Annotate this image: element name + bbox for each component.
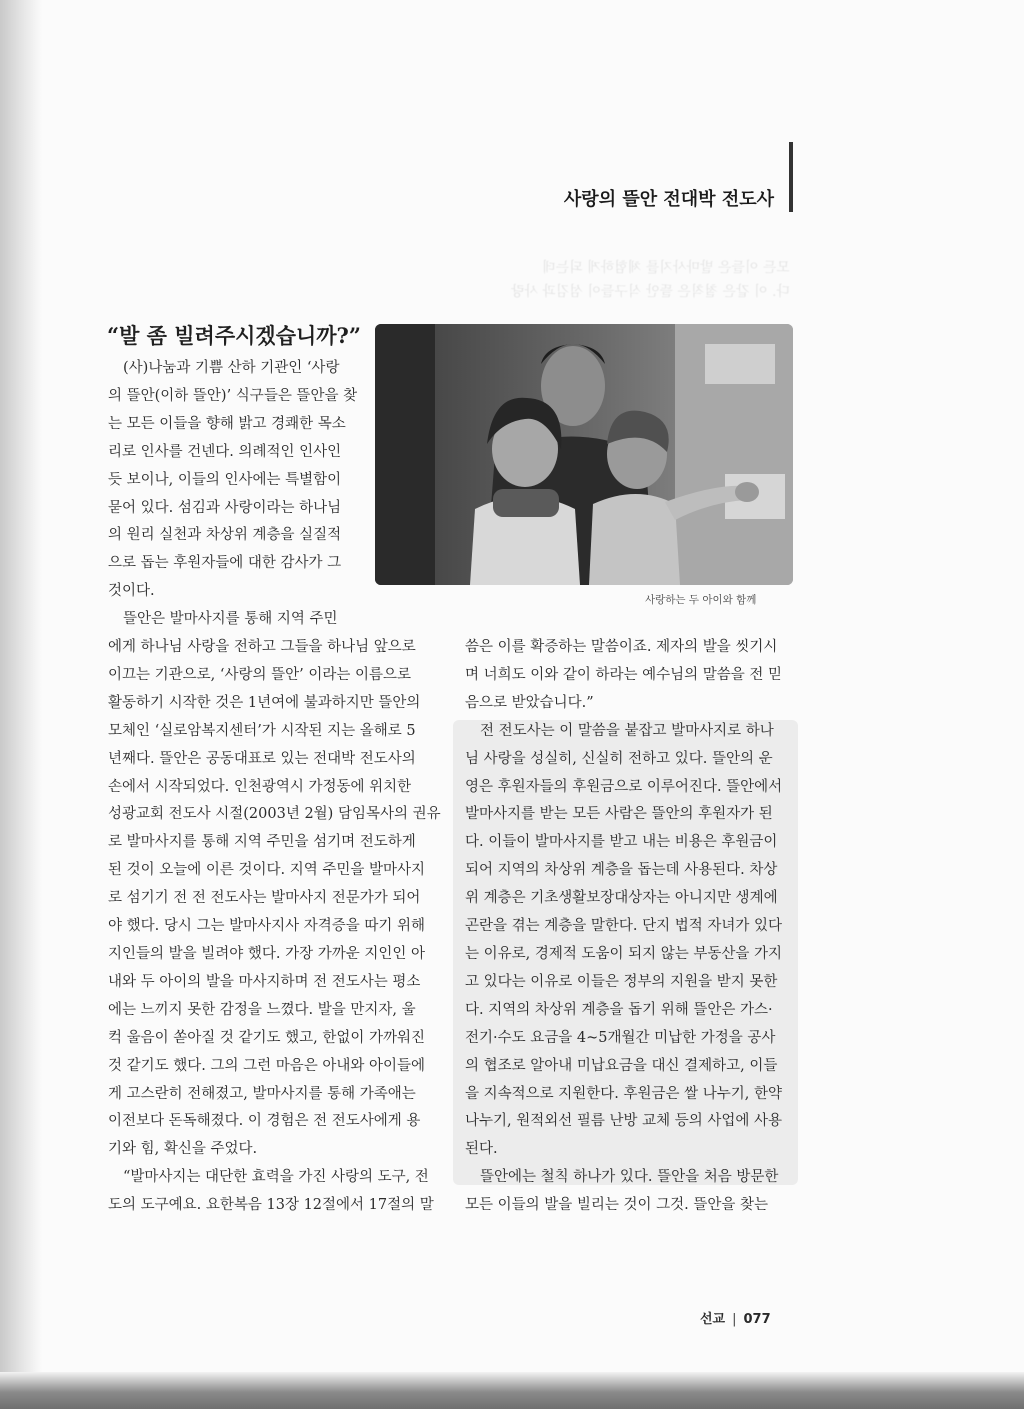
text-line: 뜰안은 발마사지를 통해 지역 주민 xyxy=(123,611,338,628)
text-line: 리로 인사를 건넨다. 의례적인 인사인 xyxy=(108,443,342,460)
text-line: 로 발마사지를 통해 지역 주민을 섬기며 전도하게 xyxy=(108,834,416,851)
text-line: 내와 두 아이의 발을 마사지하며 전 전도사는 평소 xyxy=(108,973,421,990)
text-line: 다. 지역의 차상위 계층을 돕기 위해 뜰안은 가스· xyxy=(465,1001,773,1018)
folio-separator: | xyxy=(732,1312,737,1327)
bleed-through-text xyxy=(100,256,790,300)
text-line: 전기·수도 요금을 4~5개월간 미납한 가정을 공사 xyxy=(465,1029,776,1046)
text-line: 모든 이들의 발을 빌리는 것이 그것. 뜰안을 찾는 xyxy=(465,1197,769,1214)
text-line: 듯 보이나, 이들의 인사에는 특별함이 xyxy=(108,471,342,488)
text-line: 것이다. xyxy=(108,583,155,600)
text-line: 는 모든 이들을 향해 밝고 경쾌한 목소 xyxy=(108,415,346,432)
text-line: 컥 울음이 쏟아질 것 같기도 했고, 한없이 가까워진 xyxy=(108,1029,426,1046)
text-line: 며 너희도 이와 같이 하라는 예수님의 말씀을 전 믿 xyxy=(465,666,783,683)
text-line: (사)나눔과 기쁨 산하 기관인 ‘사랑 xyxy=(123,360,340,376)
text-line: 의 원리 실천과 차상위 계층을 실질적 xyxy=(108,527,342,544)
section-title: 사랑의 뜰안 전대박 전도사 xyxy=(563,189,774,210)
text-line: 다. 이들이 발마사지를 받고 내는 비용은 후원금이 xyxy=(465,834,778,851)
photo-caption: 사랑하는 두 아이와 함께 xyxy=(645,594,757,606)
text-line: “발마사지는 대단한 효력을 가진 사랑의 도구, 전 xyxy=(123,1169,429,1186)
text-line: 나누기, 원적외선 필름 난방 교체 등의 사업에 사용 xyxy=(465,1113,783,1130)
bleed-through-line: 모든 이들은 발마사지를 체험하게 되는데 xyxy=(542,260,790,276)
text-line: 씀은 이를 확증하는 말씀이죠. 제자의 발을 씻기시 xyxy=(465,639,778,655)
article-headline: “발 좀 빌려주시겠습니까?” xyxy=(107,323,361,348)
text-line: 활동하기 시작한 것은 1년여에 불과하지만 뜰안의 xyxy=(108,694,421,711)
text-line: 의 뜰안(이하 뜰안)’ 식구들은 뜰안을 찾 xyxy=(108,387,358,404)
section-title-rule xyxy=(789,142,793,212)
text-line: 는 이유로, 경제적 도움이 되지 않는 부동산을 가지 xyxy=(465,945,783,962)
text-line: 지인들의 발을 빌려야 했다. 가장 가까운 지인인 아 xyxy=(108,945,426,962)
text-line: 된다. xyxy=(465,1141,498,1158)
family-photo-illustration xyxy=(375,324,793,585)
text-line: 으로 돕는 후원자들에 대한 감사가 그 xyxy=(108,555,342,572)
text-line: 전 전도사는 이 말씀을 붙잡고 발마사지로 하나 xyxy=(480,722,774,739)
text-line: 고 있다는 이유로 이들은 정부의 지원을 받지 못한 xyxy=(465,973,778,990)
text-line: 된 것이 오늘에 이른 것이다. 지역 주민을 발마사지 xyxy=(108,862,426,879)
column-left xyxy=(108,634,441,1220)
scanner-edge-shadow xyxy=(0,1372,1024,1409)
text-line: 성광교회 전도사 시절(2003년 2월) 담임목사의 권유 xyxy=(108,806,441,823)
magazine-name: 선교 xyxy=(700,1312,726,1327)
text-line: 로 섬기기 전 전 전도사는 발마사지 전문가가 되어 xyxy=(108,890,421,907)
text-line: 을 지속적으로 지원한다. 후원금은 쌀 나누기, 한약 xyxy=(465,1085,783,1102)
text-line: 님 사랑을 성실히, 신실히 전하고 있다. 뜰안의 운 xyxy=(465,750,773,767)
bleed-through-line: 다. 이 같은 철칙은 뜰안 식구들이 섬김과 사랑 xyxy=(510,284,790,300)
text-line: 게 고스란히 전해졌고, 발마사지를 통해 가족애는 xyxy=(108,1085,416,1102)
text-line: 기와 힘, 확신을 주었다. xyxy=(108,1141,258,1158)
text-line: 뜰안에는 철칙 하나가 있다. 뜰안을 처음 방문한 xyxy=(480,1169,779,1186)
text-line: 에는 느끼지 못한 감정을 느꼈다. 발을 만지자, 울 xyxy=(108,1001,416,1018)
page-folio xyxy=(700,1308,771,1328)
column-right xyxy=(465,634,782,1220)
text-line: 묻어 있다. 섬김과 사랑이라는 하나님 xyxy=(108,499,342,516)
binding-shadow xyxy=(0,0,42,1409)
text-line: 위 계층은 기초생활보장대상자는 아니지만 생계에 xyxy=(465,890,778,907)
text-line: 에게 하나님 사랑을 전하고 그들을 하나님 앞으로 xyxy=(108,639,416,655)
text-line: 이끄는 기관으로, ‘사랑의 뜰안’ 이라는 이름으로 xyxy=(108,666,412,683)
text-line: 음으로 받았습니다.” xyxy=(465,694,594,711)
column-left-top xyxy=(108,355,357,634)
text-line: 곤란을 겪는 계층을 말한다. 단지 법적 자녀가 있다 xyxy=(465,918,783,935)
text-line: 되어 지역의 차상위 계층을 돕는데 사용된다. 차상 xyxy=(465,862,778,879)
text-line: 이전보다 돈독해졌다. 이 경험은 전 전도사에게 용 xyxy=(108,1113,421,1130)
article-photo xyxy=(375,324,793,585)
text-line: 것 같기도 했다. 그의 그런 마음은 아내와 아이들에 xyxy=(108,1057,426,1074)
text-line: 손에서 시작되었다. 인천광역시 가정동에 위치한 xyxy=(108,778,412,795)
text-line: 영은 후원자들의 후원금으로 이루어진다. 뜰안에서 xyxy=(465,778,783,795)
text-line: 의 협조로 알아내 미납요금을 대신 결제하고, 이들 xyxy=(465,1057,778,1074)
page-number: 077 xyxy=(743,1312,771,1327)
text-line: 야 했다. 당시 그는 발마사지사 자격증을 따기 위해 xyxy=(108,918,426,935)
text-line: 모체인 ‘실로암복지센터’가 시작된 지는 올해로 5 xyxy=(108,722,416,739)
text-line: 년째다. 뜰안은 공동대표로 있는 전대박 전도사의 xyxy=(108,750,416,767)
text-line: 발마사지를 받는 모든 사람은 뜰안의 후원자가 된 xyxy=(465,806,773,823)
text-line: 도의 도구예요. 요한복음 13장 12절에서 17절의 말 xyxy=(108,1197,434,1214)
